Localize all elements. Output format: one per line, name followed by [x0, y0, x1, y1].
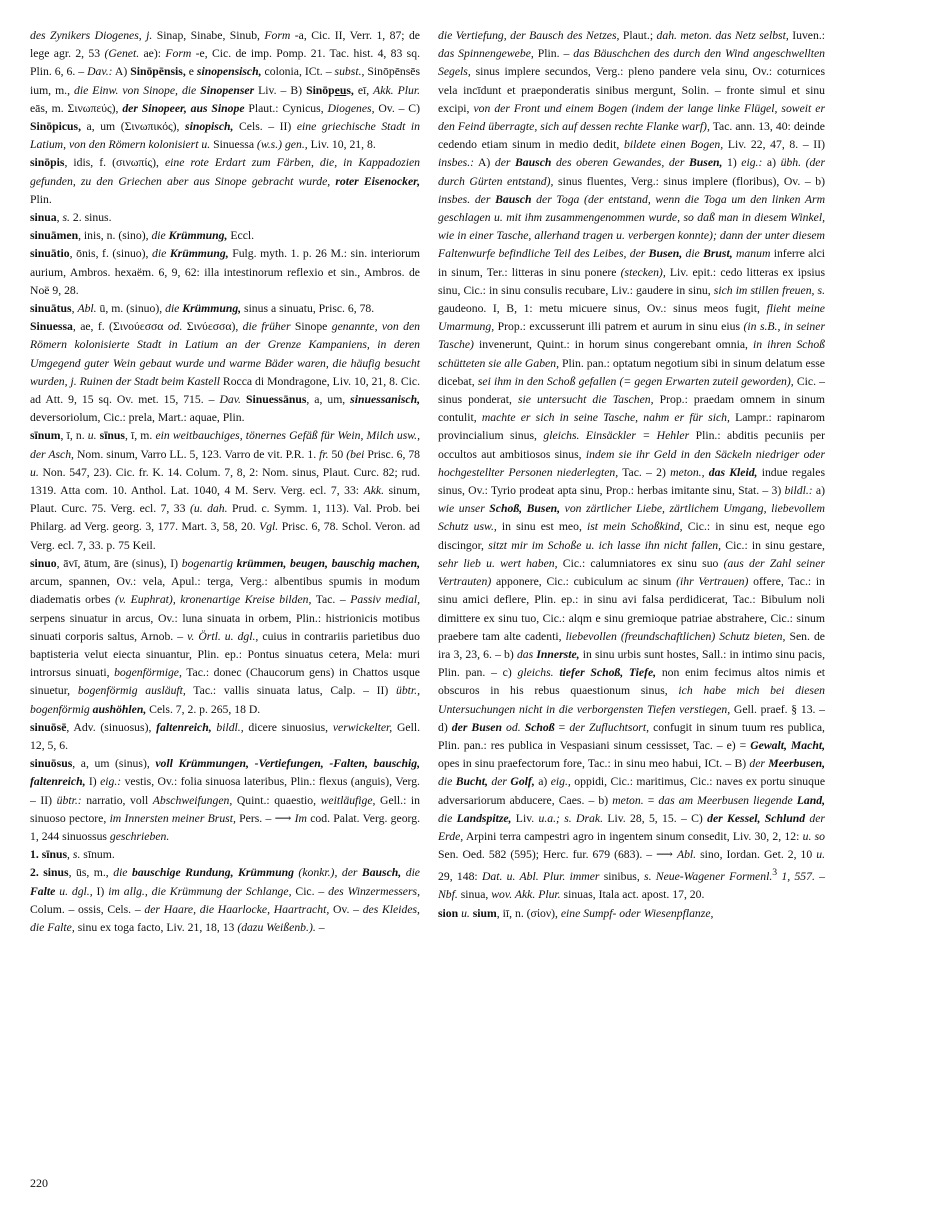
- dictionary-entry: sinuāmen, inis, n. (sino), die Krümmung, Eccl.: [30, 229, 255, 243]
- dictionary-entry: sinuātio, ōnis, f. (sinuo), die Krümmung, Fulg. myth. 1. p. 26 M.: sin. interiorum aurium, Ambros. hexaëm. 6, 9, 62: illa intestinorum reflexio et sin., Ambros. de Noë 9, 28.: [30, 247, 421, 297]
- dictionary-entry: sinuātus, Abl. ū, m. (sinuo), die Krümmung, sinus a sinuatu, Prisc. 6, 78.: [30, 302, 375, 316]
- dictionary-entry: 2. sinus, ūs, m., die bauschige Rundung, Krümmung (konkr.), der Bausch, die Falte u. dgl., I) im allg., die Krümmung der Schlange, Cic. – des Winzermessers, Colum. – ossis, Cels. – der Haare, die Haarlocke, Haartracht, Ov. – des Kleides, die Falte, sinu ex toga facto, Liv. 21, 18, 13 (dazu Weißenb.). –: [30, 866, 421, 934]
- left-column: [30, 27, 420, 937]
- dictionary-entry: die Vertiefung, der Bausch des Netzes, Plaut.; dah. meton. das Netz selbst, Iuven.: das Spinnengewebe, Plin. – das Bäuschchen des durch den Wind angeschwellten Segels, sinus implere secundos, Verg.: pleno pandere vela sinu, Ov.: coturnices vela incīdunt et praeponderatis sinibus mergunt, Solin. – fronte simul et sinu excipi, von der Front und einem Bogen (indem der lange linke Flügel, soweit er den Feind überragte, sich auf dessen rechte Flanke warf), Tac. ann. 13, 40: deinde cedendo etiam sinum in medio dedit, bildete einen Bogen, Liv. 22, 47, 8. – II) insbes.: A) der Bausch des oberen Gewandes, der Busen, 1) eig.: a) übh. (der durch Gürten entstand), sinus fluentes, Verg.: sinus implere (floribus), Ov. – b) insbes. der Bausch der Toga (der entstand, wenn die Toga um den linken Arm geschlagen u. mit ihm zusammengenommen wurde, so daß man in diesem Winkel, wie in einer Tasche, allerhand tragen u. verbergen konnte); dann der unter diesem Faltenwurfe befindliche Teil des Leibes, der Busen, die Brust, manum inferre alci in sinum, Ter.: litteras in sinu ponere (stecken), Liv. epit.: cedo litteras ex ipsius sinu, Cic.: in sinu consulis recubare, Liv.: gaudere in sinu, sich im stillen freuen, s. gaudeono. I, B, 1: metu micuere sinus, Ov.: sinus meos fugit, flieht meine Umarmung, Prop.: excusserunt illi patrem et aurum in sinu eius (in s.B., in seiner Tasche) invenerunt, Quint.: in horum sinus congerebant omnia, in ihren Schoß schütteten sie alle Gaben, Plin. pan.: optatum negotium sibi in sinum delatum esse dicebat, sei ihm in den Schoß gefallen (= gegen Erwarten zuteil geworden), Cic. – sinus ponderat, sie untersucht die Taschen, Prop.: praedam omnem in sinum contulit, machte er sich in seine Tasche, nahm er für sich, Lampr.: rapinarom provincialium sinus, gleichs. Einsäckler = Hehler Plin.: abditis pecuniis per occultos aut ambitiosos sinus, indem sie ihr Geld in den Säckeln niedriger oder hochgestellter Personen niederlegten, Tac. – 2) meton., das Kleid, indue regales sinus, Ov.: Tyrio prodeat apta sinu, Prop.: herbas imitante sinu, Stat. – 3) bildl.: a) wie unser Schoß, Busen, von zärtlicher Liebe, zärtlichem Umgang, liebevollem Schutz usw., in sinu est meo, ist mein Schoßkind, Cic.: in sinu est, neque ego discingor, sitzt mir im Schoße u. ich lasse ihn nicht fallen, Cic.: in sinu gestare, sehr lieb u. wert haben, Cic.: calumniatores ex sinu suo (aus der Zahl seiner Vertrauten) apponere, Cic.: cubiculum ac sinum (ihr Vertrauen) offere, Tac.: in sinu amici deflere, Plin. ep.: in sinu avi falsa perdidicerat, Tac.: Bibulum noli dimittere ex sinu tuo, Cic.: alqm e sinu gremioque patriae abstrahere, Cic.: sinum praebere tam alte cadenti, liebevollen (freundschaftlichen) Schutz bieten, Sen. de ira 3, 23, 6. – b) das Innerste, in sinu urbis sunt hostes, Sall.: in intimo sinu pacis, Plin. pan. – c) gleichs. tiefer Schoß, Tiefe, non enim fecimus altos nimis et obscuros in his rebus quaestionum sinus, ich habe mich bei diesen Untersuchungen nicht in die verborgensten Tiefen verstiegen, Gell. praef. § 13. – d) der Busen od. Schoß = der Zufluchtsort, confugit in sinum tuum res publica, Plin. pan.: res publica in Vespasiani sinum cessisset, Tac. – e) = Gewalt, Macht, opes in sinu praefectorum fore, Tac.: in sinu meo habui, ICt. – B) der Meerbusen, die Bucht, der Golf, a) eig., oppidi, Cic.: maritimus, Cic.: naves ex portu sinuque adversariorum abducere, Caes. – b) meton. = das am Meerbusen liegende Land, die Landspitze, Liv. u.a.; s. Drak. Liv. 28, 5, 15. – C) der Kessel, Schlund der Erde, Arpini terra campestri agro in ingentem sinum consedit, Liv. 30, 2, 12: u. so Sen. Oed. 582 (595); Herc. fur. 679 (683). – ⟶ Abl. sino, Iordan. Get. 2, 10 u. 29, 148: Dat. u. Abl. Plur. immer sinibus, s. Neue-Wagener Formenl.$^3$ 1, 557. – Nbf. sinua, wov. Akk. Plur. sinuas, Itala act. apost. 17, 20.: [438, 29, 826, 902]
- page-number: 220: [30, 1176, 48, 1190]
- dictionary-entry: 1. sīnus, s. sīnum.: [30, 848, 115, 862]
- dictionary-entry: sinua, s. 2. sinus.: [30, 211, 112, 225]
- dictionary-entry: sinuōsē, Adv. (sinuosus), faltenreich, bildl., dicere sinuosius, verwickelter, Gell. 12, 5, 6.: [30, 720, 421, 752]
- dictionary-entry: sinōpis, idis, f. (σινωπίς), eine rote Erdart zum Färben, die, in Kappadozien gefunden, zu den Griechen aber aus Sinope gebracht wurde, roter Eisenocker, Plin.: [30, 156, 420, 206]
- dictionary-entry: sinuo, āvī, ātum, āre (sinus), I) bogenartig krümmen, beugen, bauschig machen, arcum, spannen, Ov.: vela, Apul.: terga, Verg.: albentibus spumis in modum diadematis orbes (v. Euphrat), kronenartige Kreise bilden, Tac. – Passiv medial, serpens sinuatur in arcus, Ov.: luna sinuata in orbem, Plin.: histrionicis motibus sinuati corporis saltus, Arnob. – v. Örtl. u. dgl., cuius in contrariis parietibus duo baptisteria velut eiecta sinuantur, Plin. ep.: Pontus sinuatus cetera, Mela: muri introrsus sinuati, bogenförmige, Tac.: donec (Chaucorum gens) in Chattos usque sinuetur, bogenförmig ausläuft, Tac.: vallis sinuata latus, Calp. – II) übtr., bogenförmig aushöhlen, Cels. 7, 2. p. 265, 18 D.: [30, 556, 421, 716]
- dictionary-entry: Sinuessa, ae, f. (Σινούεσσα od. Σινύεσσα), die früher Sinope genannte, von den Römern kolonisierte Stadt in Latium an der Grenze Kampaniens, in deren Umgegend guter Wein gebaut wurde und warme Bäder waren, die häufig besucht wurden, j. Ruinen der Stadt beim Kastell Rocca di Mondragone, Liv. 10, 21, 8. Cic. ad Att. 9, 15 sq. Ov. met. 15, 715. – Dav. Sinuessānus, a, um, sinuessanisch, deversoriolum, Cic.: prela, Mart.: aquae, Plin.: [30, 320, 421, 425]
- dictionary-entry: des Zynikers Diogenes, j. Sinap, Sinabe, Sinub, Form -a, Cic. II, Verr. 1, 87; de lege agr. 2, 53 (Genet. ae): Form -e, Cic. de imp. Pomp. 21. Tac. hist. 4, 83 sq. Plin. 6, 6. – Dav.: A) Sinōpēnsis, e sinopensisch, colonia, ICt. – subst., Sinōpēnsēs ium, m., die Einw. von Sinope, die Sinopenser Liv. – B) Sinōpeus, eī, Akk. Plur. eās, m. Σινωπεύς), der Sinopeer, aus Sinope Plaut.: Cynicus, Diogenes, Ov. – C) Sinōpicus, a, um (Σινωπικός), sinopisch, Cels. – II) eine griechische Stadt in Latium, von den Römern kolonisiert u. Sinuessa (w.s.) gen., Liv. 10, 21, 8.: [30, 29, 421, 152]
- dictionary-entry: sīnum, ī, n. u. sīnus, ī, m. ein weitbauchiges, tönernes Gefäß für Wein, Milch usw., der Asch, Nom. sinum, Varro LL. 5, 123. Varro de vit. P.R. 1. fr. 50 (bei Prisc. 6, 78 u. Non. 547, 23). Cic. fr. K. 14. Colum. 7, 8, 2: Nom. sinus, Plaut. Curc. 82; rud. 1319. Atta com. 10. Anthol. Lat. 1040, 4 M. Serv. Verg. ecl. 7, 33: Akk. sinum, Plaut. Curc. 75. Verg. ecl. 7, 33 (u. dah. Prud. c. Symm. 1, 113). Val. Prob. bei Philarg. ad Verg. georg. 3, 177. Mart. 3, 58, 20. Vgl. Prisc. 6, 78. Schol. Veron. ad Verg. ecl. 7, 33. p. 75 Keil.: [30, 429, 421, 552]
- dictionary-entry: sion u. sium, iī, n. (σίον), eine Sumpf- oder Wiesenpflanze,: [438, 906, 714, 920]
- right-column: [438, 27, 825, 923]
- dictionary-entry: sinuōsus, a, um (sinus), voll Krümmungen, -Vertiefungen, -Falten, bauschig, faltenreich, I) eig.: vestis, Ov.: folia sinuosa lateribus, Plin.: flexus (anguis), Verg. – II) übtr.: narratio, voll Abschweifungen, Quint.: quaestio, weitläufige, Gell.: in sinuoso pectore, im Innersten meiner Brust, Pers. – ⟶ Im cod. Palat. Verg. georg. 1, 244 sinuossus geschrieben.: [30, 757, 420, 843]
